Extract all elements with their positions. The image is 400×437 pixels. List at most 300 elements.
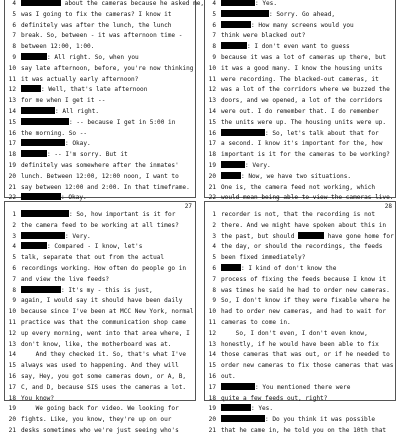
line-text-post: : So, let's talk about that for: [265, 129, 379, 137]
line-number: 5: [12, 10, 16, 18]
line-text: [221, 42, 395, 53]
line-text: [21, 329, 195, 340]
line-number: 8: [12, 286, 16, 294]
line-text-post: : How many screens would you: [251, 21, 354, 29]
line-number: 22: [8, 194, 16, 202]
line-text-pre: recorder is not, that the recording is not: [221, 211, 376, 218]
line-number: 3: [212, 232, 216, 240]
line-number: 12: [208, 329, 216, 337]
transcript-line: [5, 21, 195, 32]
line-text: [221, 394, 395, 405]
line-text: [21, 242, 195, 253]
line-text: [221, 350, 395, 361]
transcript-line: [5, 426, 195, 437]
transcript-line: [5, 10, 195, 21]
line-text-post: : -- because I get in 5:00 in: [69, 118, 176, 126]
line-text-pre: don't know, like, the motherboard was at.: [21, 340, 172, 348]
line-number: 9: [12, 297, 16, 305]
transcript-line: [205, 264, 395, 275]
transcript-line: [5, 307, 195, 318]
line-text-post: : So, how important is it for: [69, 211, 176, 218]
line-text: [21, 96, 195, 107]
line-text: [21, 361, 195, 372]
transcript-line: [205, 415, 395, 426]
transcript-line: [205, 107, 395, 118]
transcript-line: [205, 286, 395, 297]
redaction-bar: [21, 150, 47, 157]
line-number: 7: [12, 275, 16, 283]
transcript-line: [5, 242, 195, 253]
line-number: 20: [8, 416, 16, 424]
transcript-line: [205, 161, 395, 172]
line-text: [221, 253, 395, 264]
line-text: [21, 296, 195, 307]
line-text-post: have gone home for: [324, 232, 394, 240]
line-text: [21, 394, 195, 405]
transcript-page-25: [4, 0, 205, 202]
line-number: 14: [8, 107, 16, 115]
line-text: [21, 0, 204, 10]
transcript-line: [5, 286, 195, 297]
line-text-pre: definitely was after the lunch, the lunch: [21, 21, 172, 29]
line-text: [21, 183, 195, 194]
line-text-pre: say between 12:00 and 2:00. In that timeframe.: [21, 183, 190, 191]
line-number: 16: [8, 129, 16, 137]
transcript-line: [205, 329, 395, 340]
transcript-line: [5, 253, 195, 264]
transcript-line: [5, 350, 195, 361]
line-number: 6: [212, 21, 216, 29]
line-text: [21, 10, 195, 21]
line-number: 13: [208, 97, 216, 105]
transcript-line: [205, 96, 395, 107]
line-number: 8: [212, 286, 216, 294]
line-text-pre: the past, but should: [221, 232, 299, 240]
line-text: [21, 221, 195, 232]
line-text-post: : Okay.: [61, 194, 87, 202]
line-text: [21, 107, 195, 118]
transcript-line: [5, 210, 195, 221]
line-text-post: : Very.: [245, 161, 271, 169]
transcript-line: [205, 172, 395, 183]
transcript-line: [5, 383, 195, 394]
line-number: 7: [212, 32, 216, 40]
transcript-line: [205, 372, 395, 383]
line-number: 9: [212, 297, 216, 305]
line-text: [21, 275, 195, 286]
line-text: [221, 118, 395, 129]
line-text-post: : Well, that's late afternoon: [41, 86, 148, 94]
transcript-line: [205, 383, 395, 394]
transcript-line: [5, 296, 195, 307]
transcript-line: [5, 329, 195, 340]
line-text: [21, 210, 195, 221]
line-text: [21, 21, 195, 32]
transcript-line: [205, 394, 395, 405]
transcript-line: [5, 31, 195, 42]
line-number: 14: [208, 107, 216, 115]
line-text-pre: those cameras that was out, or if he needed to: [221, 351, 390, 359]
line-text: [21, 31, 195, 42]
transcript-page-28: [204, 201, 396, 434]
redaction-bar: [21, 193, 61, 200]
line-text-pre: quite a few feeds out, right?: [221, 394, 328, 402]
line-text-post: : Yes.: [251, 405, 274, 413]
line-text-pre: important is it for the cameras to be working?: [221, 151, 390, 159]
line-text-post: : Okay.: [65, 140, 91, 148]
line-text: [21, 139, 195, 150]
redaction-bar: [221, 10, 269, 17]
line-text: [221, 286, 395, 297]
line-number: 4: [212, 243, 216, 251]
redaction-bar: [221, 383, 255, 390]
transcript-line: [5, 129, 195, 140]
line-text-post: : Compared - I know, let's: [47, 243, 143, 251]
line-number: 18: [8, 151, 16, 159]
line-text: [221, 210, 395, 221]
line-text: [21, 161, 195, 172]
redaction-bar: [221, 21, 251, 28]
transcript-line: [205, 210, 395, 221]
line-text-pre: that he came in, he told you on the 10th that: [221, 426, 387, 434]
transcript-line: [205, 404, 395, 415]
line-text-pre: process of fixing the feeds because I know it: [221, 275, 387, 283]
line-number: 19: [208, 161, 216, 169]
line-number: 8: [212, 43, 216, 51]
line-number: 14: [208, 351, 216, 359]
transcript-line: [205, 85, 395, 96]
transcript-line: [205, 318, 395, 329]
redaction-bar: [21, 210, 69, 217]
line-text-pre: the day, or should the recordings, the feeds: [221, 243, 383, 251]
line-number: 8: [12, 43, 16, 51]
line-text-post: about the cameras because he asked me,: [61, 0, 205, 7]
line-text: [221, 242, 395, 253]
redaction-bar: [21, 286, 61, 293]
line-text-pre: fights. Like, you know, they're up on our: [21, 416, 172, 424]
redaction-bar: [221, 172, 241, 179]
line-text: [21, 129, 195, 140]
line-number: 12: [8, 86, 16, 94]
line-number: 21: [208, 183, 216, 191]
line-text: [21, 372, 195, 383]
transcript-line: [205, 10, 395, 21]
redaction-bar: [221, 42, 247, 49]
line-text: [221, 307, 395, 318]
redaction-bar: [21, 118, 69, 125]
transcript-line: [205, 242, 395, 253]
line-text: [221, 129, 395, 140]
redaction-bar: [21, 53, 47, 60]
line-number: 18: [208, 151, 216, 159]
line-text-pre: think were blacked out?: [221, 32, 306, 40]
line-text-pre: for me when I get it --: [21, 97, 106, 105]
transcript-line: [5, 53, 195, 64]
page-number: 28: [384, 203, 392, 210]
line-text: [21, 340, 195, 351]
line-text-pre: were recording. The blacked-out cameras, it: [221, 75, 379, 83]
line-text-pre: up every morning, went into that area where, I: [21, 329, 190, 337]
line-number: 9: [212, 53, 216, 61]
line-text-post: : Sorry. Go ahead,: [269, 10, 336, 18]
line-text: [221, 0, 395, 10]
line-text-pre: out.: [221, 372, 236, 380]
line-text: [221, 139, 395, 150]
line-text: [21, 286, 195, 297]
line-text-pre: it was a good many. I know the housing units: [221, 64, 383, 72]
transcript-line: [5, 0, 205, 10]
line-number: 2: [212, 221, 216, 229]
line-number: 21: [8, 183, 16, 191]
line-text-pre: doors, and we opened, a lot of the corridors: [221, 97, 383, 105]
line-number: 1: [212, 211, 216, 218]
line-number: 15: [208, 362, 216, 370]
line-text: [221, 161, 395, 172]
transcript-line: [5, 161, 195, 172]
redaction-bar: [221, 0, 255, 6]
transcript-line: [5, 404, 195, 415]
line-number: 13: [8, 97, 16, 105]
redaction-bar: [221, 129, 265, 136]
transcript-line: [5, 150, 195, 161]
line-number: 15: [8, 362, 16, 370]
transcript-line: [5, 172, 195, 183]
line-text: [21, 53, 195, 64]
line-number: 20: [208, 172, 216, 180]
line-text: [21, 172, 195, 183]
line-number: 10: [208, 308, 216, 316]
line-text: [221, 426, 395, 437]
redaction-bar: [221, 264, 241, 271]
transcript-line: [205, 53, 395, 64]
redaction-bar: [21, 242, 47, 249]
line-text-post: : Yes.: [255, 0, 278, 7]
line-text: [21, 118, 195, 129]
line-number: 9: [12, 53, 16, 61]
line-number: 16: [208, 372, 216, 380]
line-text: [221, 383, 395, 394]
transcript-line: [205, 42, 395, 53]
transcript-line: [5, 64, 195, 75]
line-number: 20: [8, 172, 16, 180]
line-text-pre: So, I don't even, I don't even know,: [221, 329, 368, 337]
line-number: 13: [208, 340, 216, 348]
line-text: [221, 232, 395, 243]
transcript-line: [205, 361, 395, 372]
redaction-bar: [21, 139, 65, 146]
transcript-line: [5, 415, 195, 426]
line-text: [21, 150, 195, 161]
line-number: 6: [12, 21, 16, 29]
line-text: [221, 318, 395, 329]
redaction-bar: [21, 0, 61, 6]
transcript-line: [5, 139, 195, 150]
line-text-pre: the units were up. The housing units were up.: [221, 118, 387, 126]
transcript-line: [5, 107, 195, 118]
line-text: [221, 10, 395, 21]
line-text-pre: and view the live feeds?: [21, 275, 110, 283]
line-text: [221, 107, 395, 118]
line-text: [221, 415, 395, 426]
line-text-pre: it was actually early afternoon?: [21, 75, 139, 83]
line-text: [221, 21, 395, 32]
line-number: 7: [12, 32, 16, 40]
transcript-line: [5, 42, 195, 53]
line-text: [21, 253, 195, 264]
transcript-line: [205, 129, 395, 140]
line-text-pre: One is, the camera feed not working, which: [221, 183, 376, 191]
transcript-line: [205, 0, 395, 10]
line-number: 20: [208, 416, 216, 424]
line-number: 17: [8, 140, 16, 148]
line-number: 2: [12, 221, 16, 229]
line-text-pre: C, and D, because SIS uses the cameras a lot.: [21, 383, 187, 391]
line-text: [221, 340, 395, 351]
line-text-pre: again, I would say it should have been daily: [21, 297, 183, 305]
line-text-pre: the camera feed to be working at all times?: [21, 221, 179, 229]
transcript-line: [5, 183, 195, 194]
line-number: 22: [208, 194, 216, 202]
line-text: [221, 372, 395, 383]
transcript-line: [205, 275, 395, 286]
line-text-pre: the morning. So --: [21, 129, 88, 137]
line-text: [221, 31, 395, 42]
line-number: 5: [212, 10, 216, 18]
line-text: [221, 53, 395, 64]
line-number: 12: [208, 86, 216, 94]
line-text-pre: practice was that the communication shop came: [21, 318, 187, 326]
transcript-line: [205, 253, 395, 264]
line-text-post: : Very.: [65, 232, 91, 240]
line-number: 11: [8, 318, 16, 326]
transcript-line: [205, 31, 395, 42]
line-text-post: : You mentioned there were: [255, 383, 351, 391]
line-text: [21, 415, 195, 426]
line-text: [221, 96, 395, 107]
line-number: 7: [212, 275, 216, 283]
line-text-post: : It's my - this is just,: [61, 286, 153, 294]
transcript-line: [5, 232, 195, 243]
line-number: 17: [8, 383, 16, 391]
transcript-line: [205, 183, 395, 194]
line-text-pre: So, I don't know if they were fixable where he: [221, 297, 390, 305]
line-text-post: : Do you think it was possible: [265, 416, 376, 424]
line-text-post: : -- I'm sorry. But it: [47, 151, 128, 159]
line-number: 19: [8, 161, 16, 169]
line-text-pre: been fixed immediately?: [221, 254, 306, 262]
line-number: 11: [8, 75, 16, 83]
transcript-line: [5, 75, 195, 86]
transcript-line: [5, 221, 195, 232]
line-text-pre: recordings working. How often do people go in: [21, 264, 187, 272]
line-text: [221, 264, 395, 275]
transcript-line: [5, 318, 195, 329]
transcript-lines: [5, 210, 195, 437]
line-text-pre: had to order new cameras, and had to wait for: [221, 308, 387, 316]
transcript-line: [205, 221, 395, 232]
line-text-pre: And they checked it. So, that's what I've: [21, 351, 187, 359]
line-text-pre: would mean being able to view the cameras live.: [221, 194, 394, 202]
line-number: 4: [12, 243, 16, 251]
line-text: [221, 150, 395, 161]
transcript-line: [205, 350, 395, 361]
line-text: [21, 42, 195, 53]
line-number: 16: [8, 372, 16, 380]
transcript-line: [5, 372, 195, 383]
line-text-pre: order new cameras to fix those cameras that was: [221, 362, 394, 370]
transcript-line: [205, 150, 395, 161]
line-text-post: : I don't even want to guess: [247, 43, 350, 51]
line-number: 11: [208, 318, 216, 326]
line-text: [221, 172, 395, 183]
line-number: 4: [212, 0, 216, 7]
transcript-line: [5, 118, 195, 129]
line-number: 14: [8, 351, 16, 359]
line-number: 3: [12, 232, 16, 240]
line-number: 17: [208, 383, 216, 391]
line-number: 6: [212, 264, 216, 272]
line-number: 6: [12, 264, 16, 272]
transcript-line: [205, 340, 395, 351]
line-number: 18: [208, 394, 216, 402]
transcript-line: [5, 264, 195, 275]
line-text-pre: say late afternoon, before, you're now thinking: [21, 64, 194, 72]
line-text: [21, 264, 195, 275]
redaction-bar: [221, 161, 245, 168]
line-text: [21, 232, 195, 243]
line-number: 10: [208, 64, 216, 72]
line-text-pre: always was used to happening. And they will: [21, 362, 179, 370]
redaction-bar: [221, 415, 265, 422]
transcript-line: [205, 232, 395, 243]
transcript-lines: [205, 210, 395, 437]
line-text-pre: lunch. Between 12:00, 12:00 noon, I want to: [21, 172, 179, 180]
redaction-bar: [21, 85, 41, 92]
line-text-pre: was times he said he had to order new cameras.: [221, 286, 390, 294]
line-text: [21, 318, 195, 329]
transcript-line: [5, 394, 195, 405]
line-text: [221, 275, 395, 286]
line-number: 1: [12, 211, 16, 218]
line-text-pre: a second. I know it's important for the, how: [221, 140, 383, 148]
line-number: 18: [8, 394, 16, 402]
line-number: 16: [208, 129, 216, 137]
line-text-pre: definitely was somewhere after the inmates': [21, 161, 179, 169]
line-text-pre: talk, separate that out from the actual: [21, 254, 165, 262]
line-text-pre: because it was a lot of cameras up there, but: [221, 53, 387, 61]
transcript-line: [5, 275, 195, 286]
line-text: [21, 75, 195, 86]
line-number: 4: [12, 0, 16, 7]
transcript-line: [205, 118, 395, 129]
line-text-pre: was a lot of the corridors where we buzzed the: [221, 86, 390, 94]
transcript-line: [205, 64, 395, 75]
line-text-pre: honestly, if he would have been able to fix: [221, 340, 379, 348]
line-text: [221, 221, 395, 232]
line-text: [221, 361, 395, 372]
line-text: [21, 64, 195, 75]
line-number: 12: [8, 329, 16, 337]
line-text-post: : All right.: [55, 107, 100, 115]
line-text-pre: break. So, between - it was afternoon time -: [21, 32, 183, 40]
transcript-line: [205, 75, 395, 86]
transcript-line: [5, 96, 195, 107]
redaction-bar: [21, 107, 55, 114]
line-text: [21, 85, 195, 96]
transcript-page-26: [204, 0, 396, 202]
line-text-pre: cameras to come in.: [221, 318, 291, 326]
redaction-bar: [298, 232, 324, 239]
